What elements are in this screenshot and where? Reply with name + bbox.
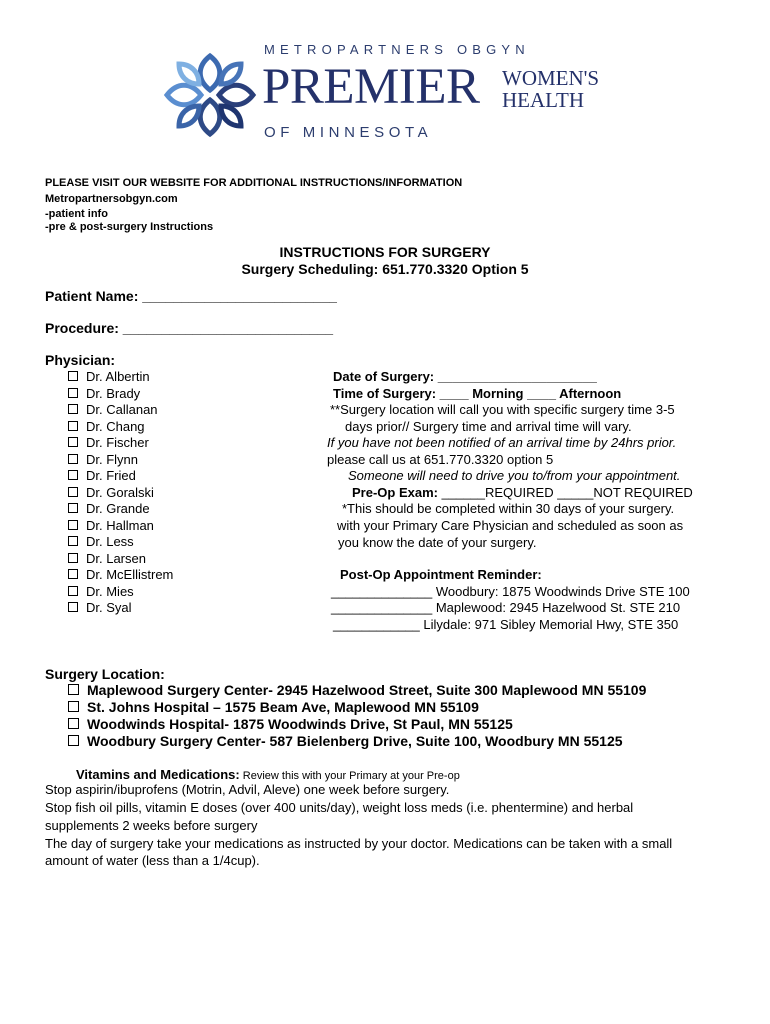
- vitamins-line-4: The day of surgery take your medications as instructed by your doctor. Medications can be taken with a small: [45, 836, 673, 851]
- physician-option[interactable]: [68, 600, 173, 617]
- physician-name: Dr. Syal: [86, 600, 132, 615]
- vitamins-line-3: supplements 2 weeks before surgery: [45, 818, 258, 833]
- surgery-location-option[interactable]: [68, 699, 646, 716]
- physician-name: Dr. Fried: [86, 468, 136, 483]
- checkbox-icon[interactable]: [68, 520, 78, 530]
- physician-name: Dr. Chang: [86, 418, 145, 434]
- preop-note-3: you know the date of your surgery.: [338, 535, 537, 550]
- physician-name: Dr. Less: [86, 534, 134, 549]
- checkbox-icon[interactable]: [68, 701, 79, 712]
- logo-subtitle-bottom: OF MINNESOTA: [264, 124, 433, 141]
- vitamins-subtitle: Review this with your Primary at your Pre-op: [239, 770, 460, 782]
- checkbox-icon[interactable]: [68, 602, 78, 612]
- postop-woodbury[interactable]: ______________ Woodbury: 1875 Woodwinds Drive STE 100: [331, 584, 690, 599]
- preop-exam-row[interactable]: [352, 485, 693, 500]
- physician-option[interactable]: [68, 534, 173, 551]
- vitamins-label: Vitamins and Medications:: [76, 767, 240, 782]
- patient-name-field[interactable]: Patient Name: _________________________: [45, 288, 337, 304]
- physician-name: Dr. Fischer: [86, 435, 149, 450]
- logo-subtitle-top: METROPARTNERS OBGYN: [264, 42, 530, 57]
- physician-label: Physician:: [45, 352, 116, 368]
- physician-option[interactable]: [68, 501, 173, 518]
- physician-option[interactable]: [68, 419, 173, 436]
- checkbox-icon[interactable]: [68, 421, 78, 431]
- logo-premier: PREMIER: [262, 59, 480, 115]
- physician-option[interactable]: [68, 435, 173, 452]
- surgery-note-1: **Surgery location will call you with specific surgery time 3-5: [330, 402, 675, 417]
- time-of-surgery-field[interactable]: Time of Surgery: ____ Morning ____ Afternoon: [333, 386, 622, 401]
- logo-health: HEALTH: [502, 88, 585, 112]
- vitamins-line-2: Stop fish oil pills, vitamin E doses (over 400 units/day), weight loss meds (i.e. phentermine) and herbal: [45, 800, 634, 815]
- procedure-field[interactable]: Procedure: ___________________________: [45, 320, 334, 336]
- physician-option[interactable]: [68, 369, 173, 386]
- postop-maplewood[interactable]: ______________ Maplewood: 2945 Hazelwood St. STE 210: [331, 600, 681, 615]
- checkbox-icon[interactable]: [68, 503, 78, 513]
- website-heading: PLEASE VISIT OUR WEBSITE FOR ADDITIONAL INSTRUCTIONS/INFORMATION: [45, 177, 463, 189]
- checkbox-icon[interactable]: [68, 536, 78, 546]
- checkbox-icon[interactable]: [68, 569, 78, 579]
- surgery-location-option[interactable]: [68, 716, 646, 733]
- surgery-note-4: please call us at 651.770.3320 option 5: [327, 452, 554, 467]
- physician-name: Dr. Callanan: [86, 402, 158, 417]
- physician-name: Dr. Goralski: [86, 484, 154, 500]
- preop-note-1: *This should be completed within 30 days of your surgery.: [342, 501, 675, 516]
- physician-name: Dr. Brady: [86, 385, 141, 401]
- surgery-location-name: Woodwinds Hospital- 1875 Woodwinds Drive, St Paul, MN 55125: [87, 716, 513, 732]
- website-item-patient-info: -patient info: [45, 208, 108, 220]
- checkbox-icon[interactable]: [68, 437, 78, 447]
- scheduling-phone: Surgery Scheduling: 651.770.3320 Option 5: [241, 261, 529, 277]
- preop-note-2: with your Primary Care Physician and scheduled as soon as: [337, 518, 684, 533]
- physician-name: Dr. Albertin: [86, 369, 150, 384]
- checkbox-icon[interactable]: [68, 718, 79, 729]
- physician-option[interactable]: [68, 452, 173, 469]
- postop-lilydale[interactable]: ____________ Lilydale: 971 Sibley Memorial Hwy, STE 350: [333, 617, 679, 632]
- surgery-location-option[interactable]: [68, 682, 646, 699]
- physician-name: Dr. Flynn: [86, 451, 139, 467]
- vitamins-line-5: amount of water (less than a 1/4cup).: [45, 853, 260, 868]
- checkbox-icon[interactable]: [68, 735, 79, 746]
- physician-option[interactable]: [68, 468, 173, 485]
- date-of-surgery-field[interactable]: Date of Surgery: ______________________: [333, 369, 597, 384]
- website-item-instructions: -pre & post-surgery Instructions: [45, 221, 214, 233]
- physician-name: Dr. Grande: [86, 501, 150, 516]
- checkbox-icon[interactable]: [68, 684, 79, 695]
- physician-name: Dr. Larsen: [86, 550, 146, 566]
- logo-emblem-icon: [163, 52, 257, 138]
- physician-option[interactable]: [68, 485, 173, 502]
- checkbox-icon[interactable]: [68, 371, 78, 381]
- postop-label: Post-Op Appointment Reminder:: [340, 567, 542, 582]
- preop-exam-label: Pre-Op Exam:: [352, 485, 438, 500]
- checkbox-icon[interactable]: [68, 553, 78, 563]
- checkbox-icon[interactable]: [68, 454, 78, 464]
- physician-list: [68, 369, 173, 617]
- preop-exam-options[interactable]: ______REQUIRED _____NOT REQUIRED: [437, 485, 693, 500]
- surgery-location-name: Woodbury Surgery Center- 587 Bielenberg Drive, Suite 100, Woodbury MN 55125: [87, 733, 623, 749]
- logo-womens: WOMEN'S: [502, 66, 600, 90]
- surgery-location-name: St. Johns Hospital – 1575 Beam Ave, Maplewood MN 55109: [87, 699, 479, 715]
- checkbox-icon[interactable]: [68, 586, 78, 596]
- checkbox-icon[interactable]: [68, 470, 78, 480]
- physician-name: Dr. Mies: [86, 583, 134, 599]
- vitamins-line-1: Stop aspirin/ibuprofens (Motrin, Advil, Aleve) one week before surgery.: [45, 782, 450, 797]
- surgery-location-label: Surgery Location:: [45, 666, 165, 682]
- surgery-location-name: Maplewood Surgery Center- 2945 Hazelwood Street, Suite 300 Maplewood MN 55109: [87, 682, 647, 698]
- surgery-note-3: If you have not been notified of an arrival time by 24hrs prior.: [327, 435, 677, 450]
- physician-option[interactable]: [68, 386, 173, 403]
- physician-option[interactable]: [68, 567, 173, 584]
- physician-option[interactable]: [68, 518, 173, 535]
- physician-option[interactable]: [68, 551, 173, 568]
- surgery-note-5: Someone will need to drive you to/from your appointment.: [348, 468, 681, 483]
- surgery-location-list: [68, 682, 646, 750]
- website-url[interactable]: Metropartnersobgyn.com: [45, 193, 178, 205]
- physician-option[interactable]: [68, 584, 173, 601]
- page-title: INSTRUCTIONS FOR SURGERY: [279, 244, 491, 260]
- checkbox-icon[interactable]: [68, 388, 78, 398]
- physician-name: Dr. Hallman: [86, 517, 154, 533]
- checkbox-icon[interactable]: [68, 404, 78, 414]
- physician-option[interactable]: [68, 402, 173, 419]
- physician-name: Dr. McEllistrem: [86, 567, 174, 582]
- surgery-note-2: days prior// Surgery time and arrival time will vary.: [345, 419, 632, 434]
- checkbox-icon[interactable]: [68, 487, 78, 497]
- surgery-location-option[interactable]: [68, 733, 646, 750]
